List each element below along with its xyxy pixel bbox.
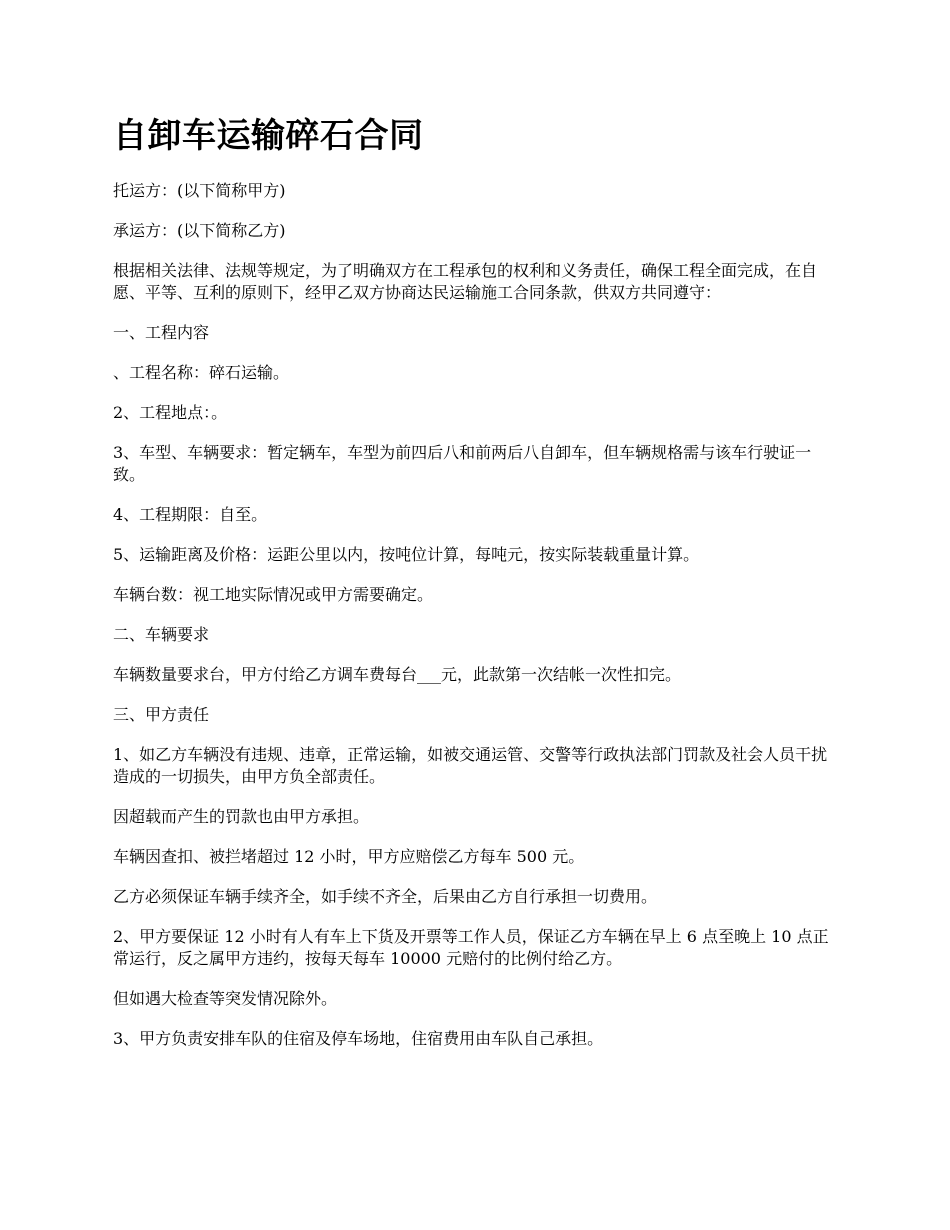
clause-project-period: 4、工程期限：自至。 [113,505,268,524]
preamble-paragraph: 根据相关法律、法规等规定，为了明确双方在工程承包的权利和义务责任，确保工程全面完成，在自愿、平等、互利的原则下，经甲乙双方协商达民运输施工合同条款，供双方共同遵守： [113,261,818,302]
clause-overload-fines: 因超载而产生的罚款也由甲方承担。 [113,807,370,826]
party-b-line: 承运方：(以下简称乙方) [113,221,286,240]
section-heading-3: 三、甲方责任 [113,705,210,724]
party-a-line: 托运方：(以下简称甲方) [113,181,286,200]
clause-project-location: 2、工程地点：。 [113,403,228,422]
clause-inspection-exception: 但如遇大检查等突发情况除外。 [113,989,338,1008]
clause-party-a-liability-3: 3、甲方负责安排车队的住宿及停车场地，住宿费用由车队自己承担。 [113,1029,604,1048]
document-page [113,112,839,1068]
document-title: 自卸车运输碎石合同 [113,116,424,156]
clause-vehicle-documents: 乙方必须保证车辆手续齐全，如手续不齐全，后果由乙方自行承担一切费用。 [113,887,658,906]
clause-party-a-liability-2: 2、甲方要保证 12 小时有人有车上下货及开票等工作人员，保证乙方车辆在早上 6 点至晚上 10 点正常运行，反之属甲方违约，按每天每车 10000 元赔付的比例付给乙方。 [113,927,829,968]
clause-vehicle-type: 3、车型、车辆要求：暂定辆车，车型为前四后八和前两后八自卸车，但车辆规格需与该车行驶证一致。 [113,443,812,484]
clause-vehicle-quantity: 车辆数量要求台，甲方付给乙方调车费每台___元，此款第一次结帐一次性扣完。 [113,665,682,684]
clause-vehicle-count: 车辆台数：视工地实际情况或甲方需要确定。 [113,585,434,604]
clause-distance-price: 5、运输距离及价格：运距公里以内，按吨位计算，每吨元，按实际装载重量计算。 [113,545,700,564]
clause-detention-compensation: 车辆因查扣、被拦堵超过 12 小时，甲方应赔偿乙方每车 500 元。 [113,847,585,866]
clause-party-a-liability-1: 1、如乙方车辆没有违规、违章，正常运输，如被交通运管、交警等行政执法部门罚款及社会人员干扰造成的一切损失，由甲方负全部责任。 [113,745,828,786]
section-heading-2: 二、车辆要求 [113,625,210,644]
clause-project-name: 、工程名称：碎石运输。 [113,363,290,382]
section-heading-1: 一、工程内容 [113,323,210,342]
